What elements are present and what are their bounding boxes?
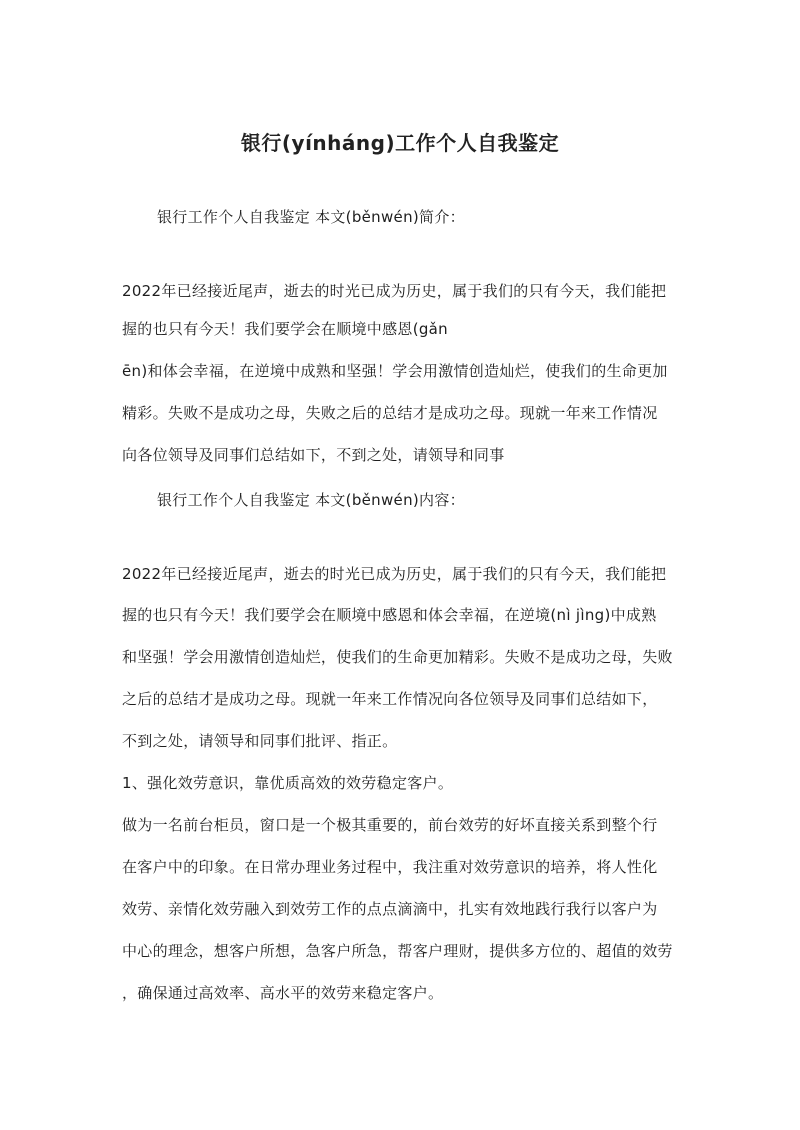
paragraph-line: 在客户中的印象。在日常办理业务过程中，我注重对效劳意识的培养，将人性化: [122, 858, 658, 876]
paragraph-line: 不到之处，请领导和同事们批评、指正。: [122, 732, 398, 750]
paragraph-line: 向各位领导及同事们总结如下，不到之处，请领导和同事: [122, 446, 505, 464]
paragraph-line: 之后的总结才是成功之母。现就一年来工作情况向各位领导及同事们总结如下，: [122, 690, 658, 708]
content-heading: 银行工作个人自我鉴定 本文(běnwén)内容：: [157, 491, 465, 509]
paragraph-line: 精彩。失败不是成功之母，失败之后的总结才是成功之母。现就一年来工作情况: [122, 404, 658, 422]
document-title: 银行(yínháng)工作个人自我鉴定: [240, 131, 560, 155]
paragraph-line: 握的也只有今天！我们要学会在顺境中感恩和体会幸福，在逆境(nì jìng)中成熟: [122, 606, 657, 624]
paragraph-line: ，确保通过高效率、高水平的效劳来稳定客户。: [122, 984, 444, 1002]
paragraph-line: 和坚强！学会用激情创造灿烂，使我们的生命更加精彩。失败不是成功之母，失败: [122, 648, 673, 666]
paragraph-line: 中心的理念，想客户所想，急客户所急，帮客户理财，提供多方位的、超值的效劳: [122, 942, 673, 960]
paragraph-line: 2022年已经接近尾声，逝去的时光已成为历史，属于我们的只有今天，我们能把: [122, 282, 667, 300]
paragraph-line: 做为一名前台柜员，窗口是一个极其重要的，前台效劳的好坏直接关系到整个行: [122, 816, 658, 834]
paragraph-line: 2022年已经接近尾声，逝去的时光已成为历史，属于我们的只有今天，我们能把: [122, 565, 667, 583]
paragraph-line: 效劳、亲情化效劳融入到效劳工作的点点滴滴中，扎实有效地践行我行以客户为: [122, 900, 658, 918]
section-heading: 1、强化效劳意识，靠优质高效的效劳稳定客户。: [122, 774, 454, 792]
paragraph-line: 握的也只有今天！我们要学会在顺境中感恩(gǎn: [122, 320, 448, 338]
intro-heading: 银行工作个人自我鉴定 本文(běnwén)简介：: [157, 208, 465, 226]
paragraph-line: ēn)和体会幸福，在逆境中成熟和坚强！学会用激情创造灿烂，使我们的生命更加: [122, 362, 668, 380]
